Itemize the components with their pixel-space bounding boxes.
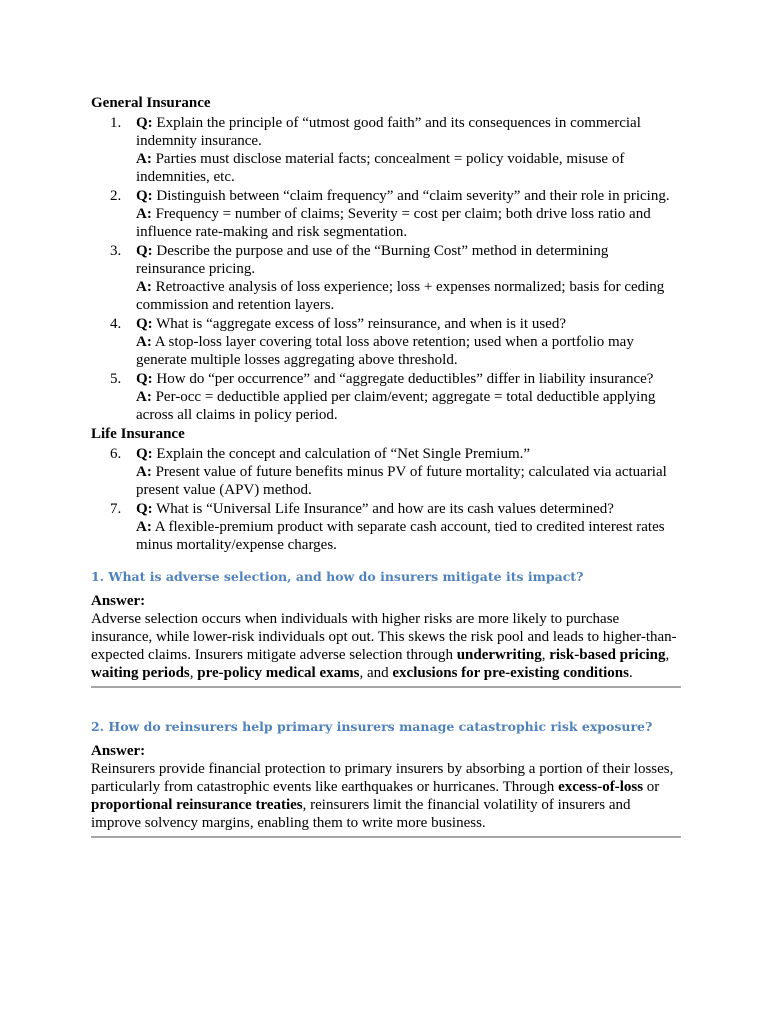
question-tag: Q: <box>136 243 153 259</box>
answer-line <box>136 388 681 424</box>
list-item <box>91 242 681 314</box>
answer-text: Parties must disclose material facts; concealment = policy voidable, misuse of indemnities, etc. <box>136 151 625 185</box>
question-line <box>136 242 681 278</box>
question-tag: Q: <box>136 316 153 332</box>
question-text: What is “Universal Life Insurance” and how are its cash values determined? <box>152 501 614 517</box>
answer-tag: A: <box>136 334 152 350</box>
list-item <box>91 370 681 424</box>
question-line <box>136 500 681 518</box>
question-text: How do “per occurrence” and “aggregate deductibles” differ in liability insurance? <box>152 371 654 387</box>
answer-line <box>136 518 681 554</box>
answer-tag: A: <box>136 389 152 405</box>
question-text: What is “aggregate excess of loss” reinsurance, and when is it used? <box>152 316 566 332</box>
bold-term: risk-based pricing <box>549 647 666 663</box>
item-number: 2. <box>110 188 122 204</box>
answer-tag: A: <box>136 206 152 222</box>
faq-block-catastrophic-risk <box>91 718 681 838</box>
answer-line <box>136 333 681 369</box>
faq-block-adverse-selection <box>91 568 681 688</box>
item-number: 6. <box>110 446 122 462</box>
item-number: 4. <box>110 316 122 332</box>
answer-text: Present value of future benefits minus PV of future mortality; calculated via actuarial present value (APV) method. <box>136 464 667 498</box>
list-item <box>91 114 681 186</box>
question-text: Explain the principle of “utmost good faith” and its consequences in commercial indemnity insurance. <box>136 115 641 149</box>
question-line <box>136 114 681 150</box>
answer-text: A flexible-premium product with separate cash account, tied to credited interest rates minus mortality/expense charges. <box>136 519 665 553</box>
divider <box>91 686 681 688</box>
answer-line <box>136 463 681 499</box>
general-insurance-heading: General Insurance <box>91 95 211 111</box>
divider <box>91 836 681 838</box>
document-content <box>91 94 681 838</box>
bold-term: pre-policy medical exams <box>197 665 360 681</box>
question-tag: Q: <box>136 446 153 462</box>
bold-term: excess-of-loss <box>558 779 644 795</box>
answer-tag: A: <box>136 519 152 535</box>
answer-text: A stop-loss layer covering total loss above retention; used when a portfolio may generate multiple losses aggregating above threshold. <box>136 334 634 368</box>
item-number: 3. <box>110 243 122 259</box>
answer-text: Frequency = number of claims; Severity = cost per claim; both drive loss ratio and influence rate-making and risk segmentation. <box>136 206 651 240</box>
answer-line <box>136 205 681 241</box>
answer-line <box>136 278 681 314</box>
question-text: Explain the concept and calculation of “Net Single Premium.” <box>152 446 531 462</box>
answer-tag: A: <box>136 279 152 295</box>
answer-text: Retroactive analysis of loss experience; loss + expenses normalized; basis for ceding commission and retention layers. <box>136 279 665 313</box>
faq-answer-text: Adverse selection occurs when individuals with higher risks are more likely to purchase insurance, while lower-risk individuals opt out. This skews the risk pool and leads to higher-than-expected claims. Insurers mitigate adverse selection through underwriting, risk-based pricing, waiting periods, pre-policy medical exams, and exclusions for pre-existing conditions. <box>91 611 677 681</box>
faq-question: 1. What is adverse selection, and how do insurers mitigate its impact? <box>91 569 584 584</box>
answer-label: Answer: <box>91 743 146 759</box>
item-number: 5. <box>110 371 122 387</box>
answer-tag: A: <box>136 151 152 167</box>
list-item <box>91 500 681 554</box>
question-tag: Q: <box>136 115 153 131</box>
bold-term: proportional reinsurance treaties <box>91 797 303 813</box>
answer-line <box>136 150 681 186</box>
life-insurance-heading: Life Insurance <box>91 426 185 442</box>
faq-question: 2. How do reinsurers help primary insurers manage catastrophic risk exposure? <box>91 719 653 734</box>
general-insurance-list <box>91 114 681 424</box>
bold-term: underwriting <box>456 647 542 663</box>
item-number: 1. <box>110 115 122 131</box>
answer-text: Per-occ = deductible applied per claim/event; aggregate = total deductible applying across all claims in policy period. <box>136 389 656 423</box>
answer-label: Answer: <box>91 593 146 609</box>
list-item <box>91 187 681 241</box>
question-line <box>136 370 681 388</box>
question-line <box>136 315 681 333</box>
answer-tag: A: <box>136 464 152 480</box>
faq-answer-text: Reinsurers provide financial protection to primary insurers by absorbing a portion of their losses, particularly from catastrophic events like earthquakes or hurricanes. Through excess-of-loss or proportional reinsurance treaties, reinsurers limit the financial volatility of insurers and improve solvency margins, enabling them to write more business. <box>91 761 674 831</box>
question-line <box>136 445 681 463</box>
question-tag: Q: <box>136 501 153 517</box>
list-item <box>91 445 681 499</box>
question-text: Distinguish between “claim frequency” and “claim severity” and their role in pricing. <box>152 188 670 204</box>
question-line <box>136 187 681 205</box>
bold-term: waiting periods <box>91 665 190 681</box>
question-text: Describe the purpose and use of the “Burning Cost” method in determining reinsurance pricing. <box>136 243 609 277</box>
list-item <box>91 315 681 369</box>
item-number: 7. <box>110 501 122 517</box>
question-tag: Q: <box>136 371 153 387</box>
life-insurance-list <box>91 445 681 554</box>
question-tag: Q: <box>136 188 153 204</box>
bold-term: exclusions for pre-existing conditions <box>392 665 629 681</box>
